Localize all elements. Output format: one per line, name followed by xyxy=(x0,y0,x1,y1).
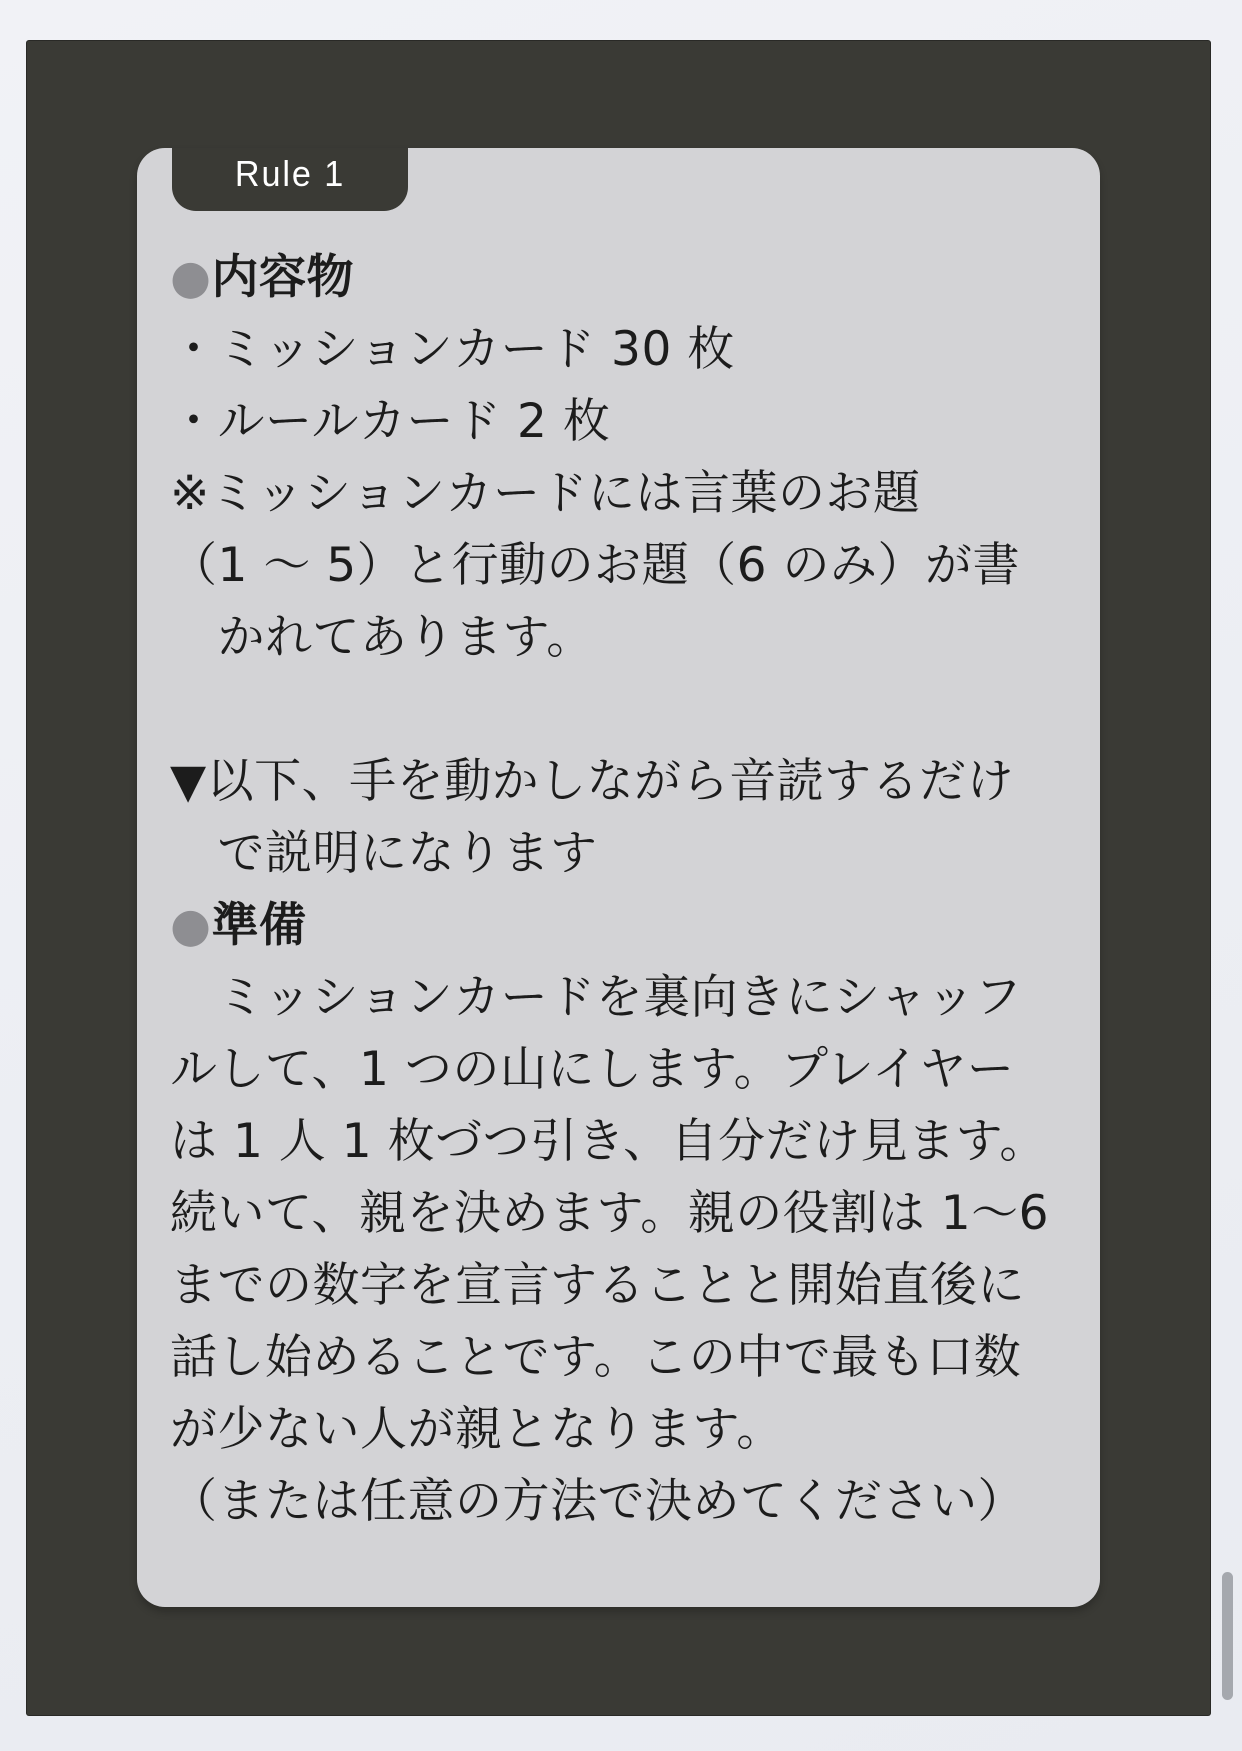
text-line: （または任意の方法で決めてください） xyxy=(170,1474,1025,1529)
text-line: ※ミッションカードには言葉のお題 xyxy=(170,466,921,521)
text-line: は 1 人 1 枚づつ引き、自分だけ見ます。 xyxy=(170,1114,1047,1169)
blank-line xyxy=(170,674,1050,746)
section-heading xyxy=(170,890,1050,962)
text-line: ミッションカードを裏向きにシャッフ xyxy=(170,970,1023,1025)
text-line: 話し始めることです。この中で最も口数 xyxy=(170,1330,1022,1385)
rule-tab-label: Rule 1 xyxy=(234,152,346,194)
text-line: ルして、1 つの山にします。プレイヤー xyxy=(170,1042,1015,1097)
heading-label: 内容物 xyxy=(211,250,355,305)
section-heading xyxy=(170,242,1050,314)
text-line: が少ない人が親となります。 xyxy=(170,1402,784,1457)
heading-label: 準備 xyxy=(211,898,307,953)
text-line: かれてあります。 xyxy=(170,610,594,665)
bullet-icon: ● xyxy=(170,898,212,953)
text-line: 続いて、親を決めます。親の役割は 1〜6 xyxy=(170,1186,1050,1241)
text-line: ・ルールカード 2 枚 xyxy=(170,394,611,449)
rule-card xyxy=(137,148,1100,1607)
bullet-icon: ● xyxy=(170,250,212,305)
text-line: ▼以下、手を動かしながら音読するだけ xyxy=(170,754,1015,809)
text-line: で説明になります xyxy=(170,826,598,881)
text-line: ・ミッションカード 30 枚 xyxy=(170,322,735,377)
rule-card-text xyxy=(137,148,1100,1538)
text-line: までの数字を宣言することと開始直後に xyxy=(170,1258,1025,1313)
viewer-canvas xyxy=(26,40,1211,1716)
vertical-scrollbar-thumb[interactable] xyxy=(1222,1572,1233,1700)
text-line: （1 〜 5）と行動のお題（6 のみ）が書 xyxy=(170,538,1021,593)
